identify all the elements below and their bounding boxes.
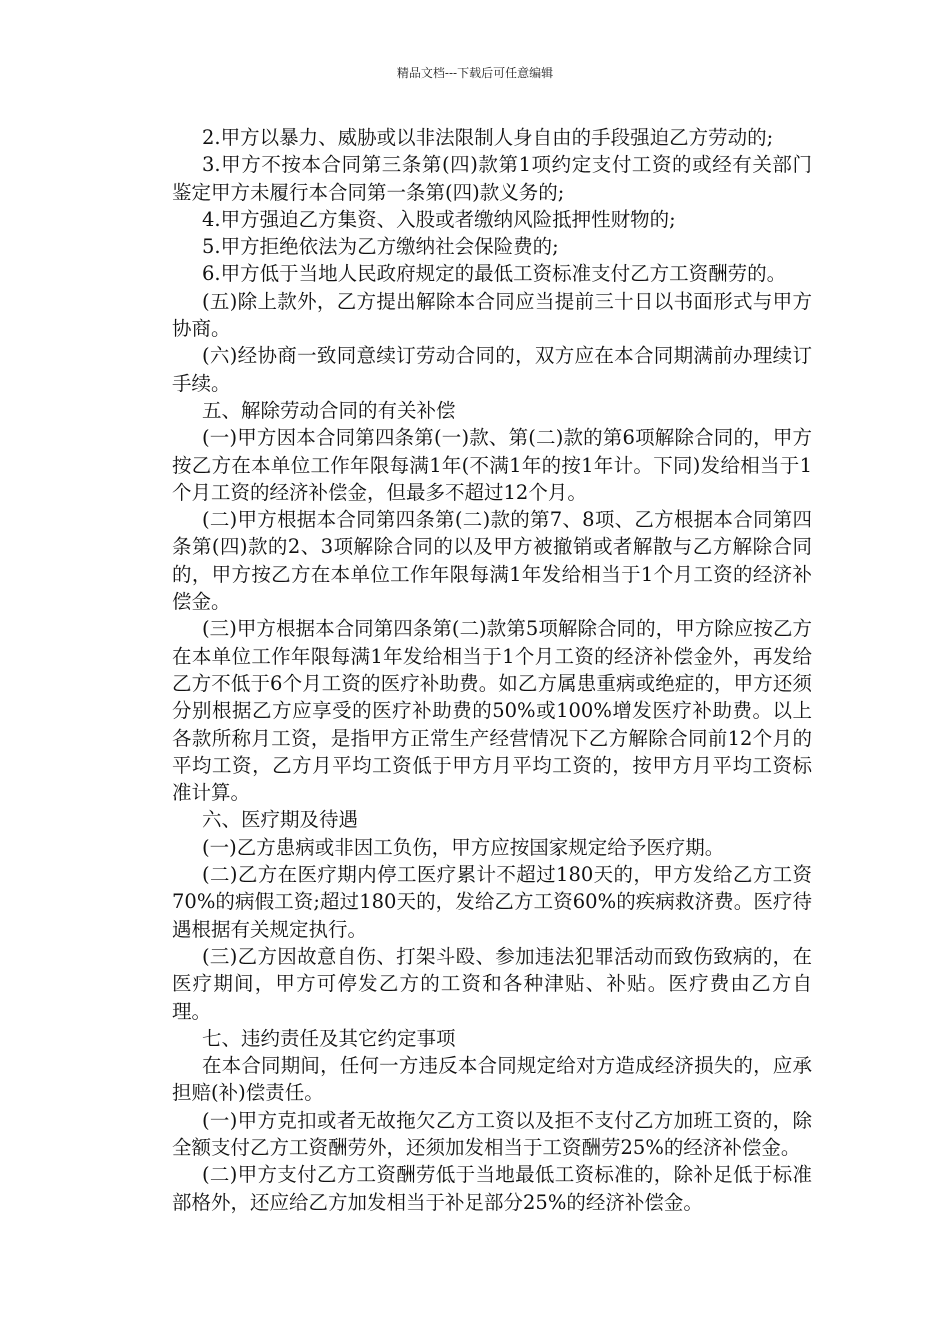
paragraph: 5.甲方拒绝依法为乙方缴纳社会保险费的; (202, 235, 559, 259)
paragraph: (一)乙方患病或非因工负伤，甲方应按国家规定给予医疗期。 (202, 835, 725, 859)
section-heading: 六、医疗期及待遇 (202, 808, 359, 832)
paragraph: (二)甲方支付乙方工资酬劳低于当地最低工资标准的，除补足低于标准部格外，还应给乙方加发相当于补足部分25%的经济补偿金。 (172, 1163, 812, 1214)
paragraph: 在本合同期间，任何一方违反本合同规定给对方造成经济损失的，应承担赔(补)偿责任。 (172, 1054, 812, 1105)
paragraph: 3.甲方不按本合同第三条第(四)款第1项约定支付工资的或经有关部门鉴定甲方未履行本合同第一条第(四)款义务的; (172, 153, 812, 204)
paragraph: 6.甲方低于当地人民政府规定的最低工资标准支付乙方工资酬劳的。 (202, 262, 787, 286)
paragraph: 2.甲方以暴力、威胁或以非法限制人身自由的手段强迫乙方劳动的; (202, 126, 774, 149)
paragraph: (三)乙方因故意自伤、打架斗殴、参加违法犯罪活动而致伤致病的，在医疗期间，甲方可停发乙方的工资和各种津贴、补贴。医疗费由乙方自理。 (172, 944, 812, 1023)
paragraph: 4.甲方强迫乙方集资、入股或者缴纳风险抵押性财物的; (202, 207, 676, 231)
paragraph: (五)除上款外，乙方提出解除本合同应当提前三十日以书面形式与甲方协商。 (172, 289, 812, 341)
section-heading: 五、解除劳动合同的有关补偿 (202, 398, 456, 422)
paragraph: (六)经协商一致同意续订劳动合同的，双方应在本合同期满前办理续订手续。 (172, 344, 812, 395)
paragraph: (二)甲方根据本合同第四条第(二)款的第7、8项、乙方根据本合同第四条第(四)款的2、3项解除合同的以及甲方被撤销或者解散与乙方解除合同的，甲方按乙方在本单位工作年限每满1年发给相当于1个月工资的经济补偿金。 (172, 508, 812, 614)
paragraph: (一)甲方克扣或者无故拖欠乙方工资以及拒不支付乙方加班工资的，除全额支付乙方工资酬劳外，还须加发相当于工资酬劳25%的经济补偿金。 (172, 1108, 812, 1159)
document-body (172, 124, 812, 1216)
paragraph: (二)乙方在医疗期内停工医疗累计不超过180天的，甲方发给乙方工资70%的病假工资;超过180天的，发给乙方工资60%的疾病救济费。医疗待遇根据有关规定执行。 (172, 863, 812, 941)
paragraph: (三)甲方根据本合同第四条第(二)款第5项解除合同的，甲方除应按乙方在本单位工作年限每满1年发给相当于1个月工资的经济补偿金外，再发给乙方不低于6个月工资的医疗补助费。如乙方属患重病或绝症的，甲方还须分别根据乙方应享受的医疗补助费的50%或100%增发医疗补助费。以上各款所称月工资，是指甲方正常生产经营情况下乙方解除合同前12个月的平均工资，乙方月平均工资低于甲方月平均工资的，按甲方月平均工资标准计算。 (172, 617, 812, 805)
page-header: 精品文档---下载后可任意编辑 (396, 66, 554, 80)
paragraph: (一)甲方因本合同第四条第(一)款、第(二)款的第6项解除合同的，甲方按乙方在本单位工作年限每满1年(不满1年的按1年计。下同)发给相当于1个月工资的经济补偿金，但最多不超过12个月。 (172, 426, 812, 504)
section-heading: 七、违约责任及其它约定事项 (202, 1026, 456, 1050)
